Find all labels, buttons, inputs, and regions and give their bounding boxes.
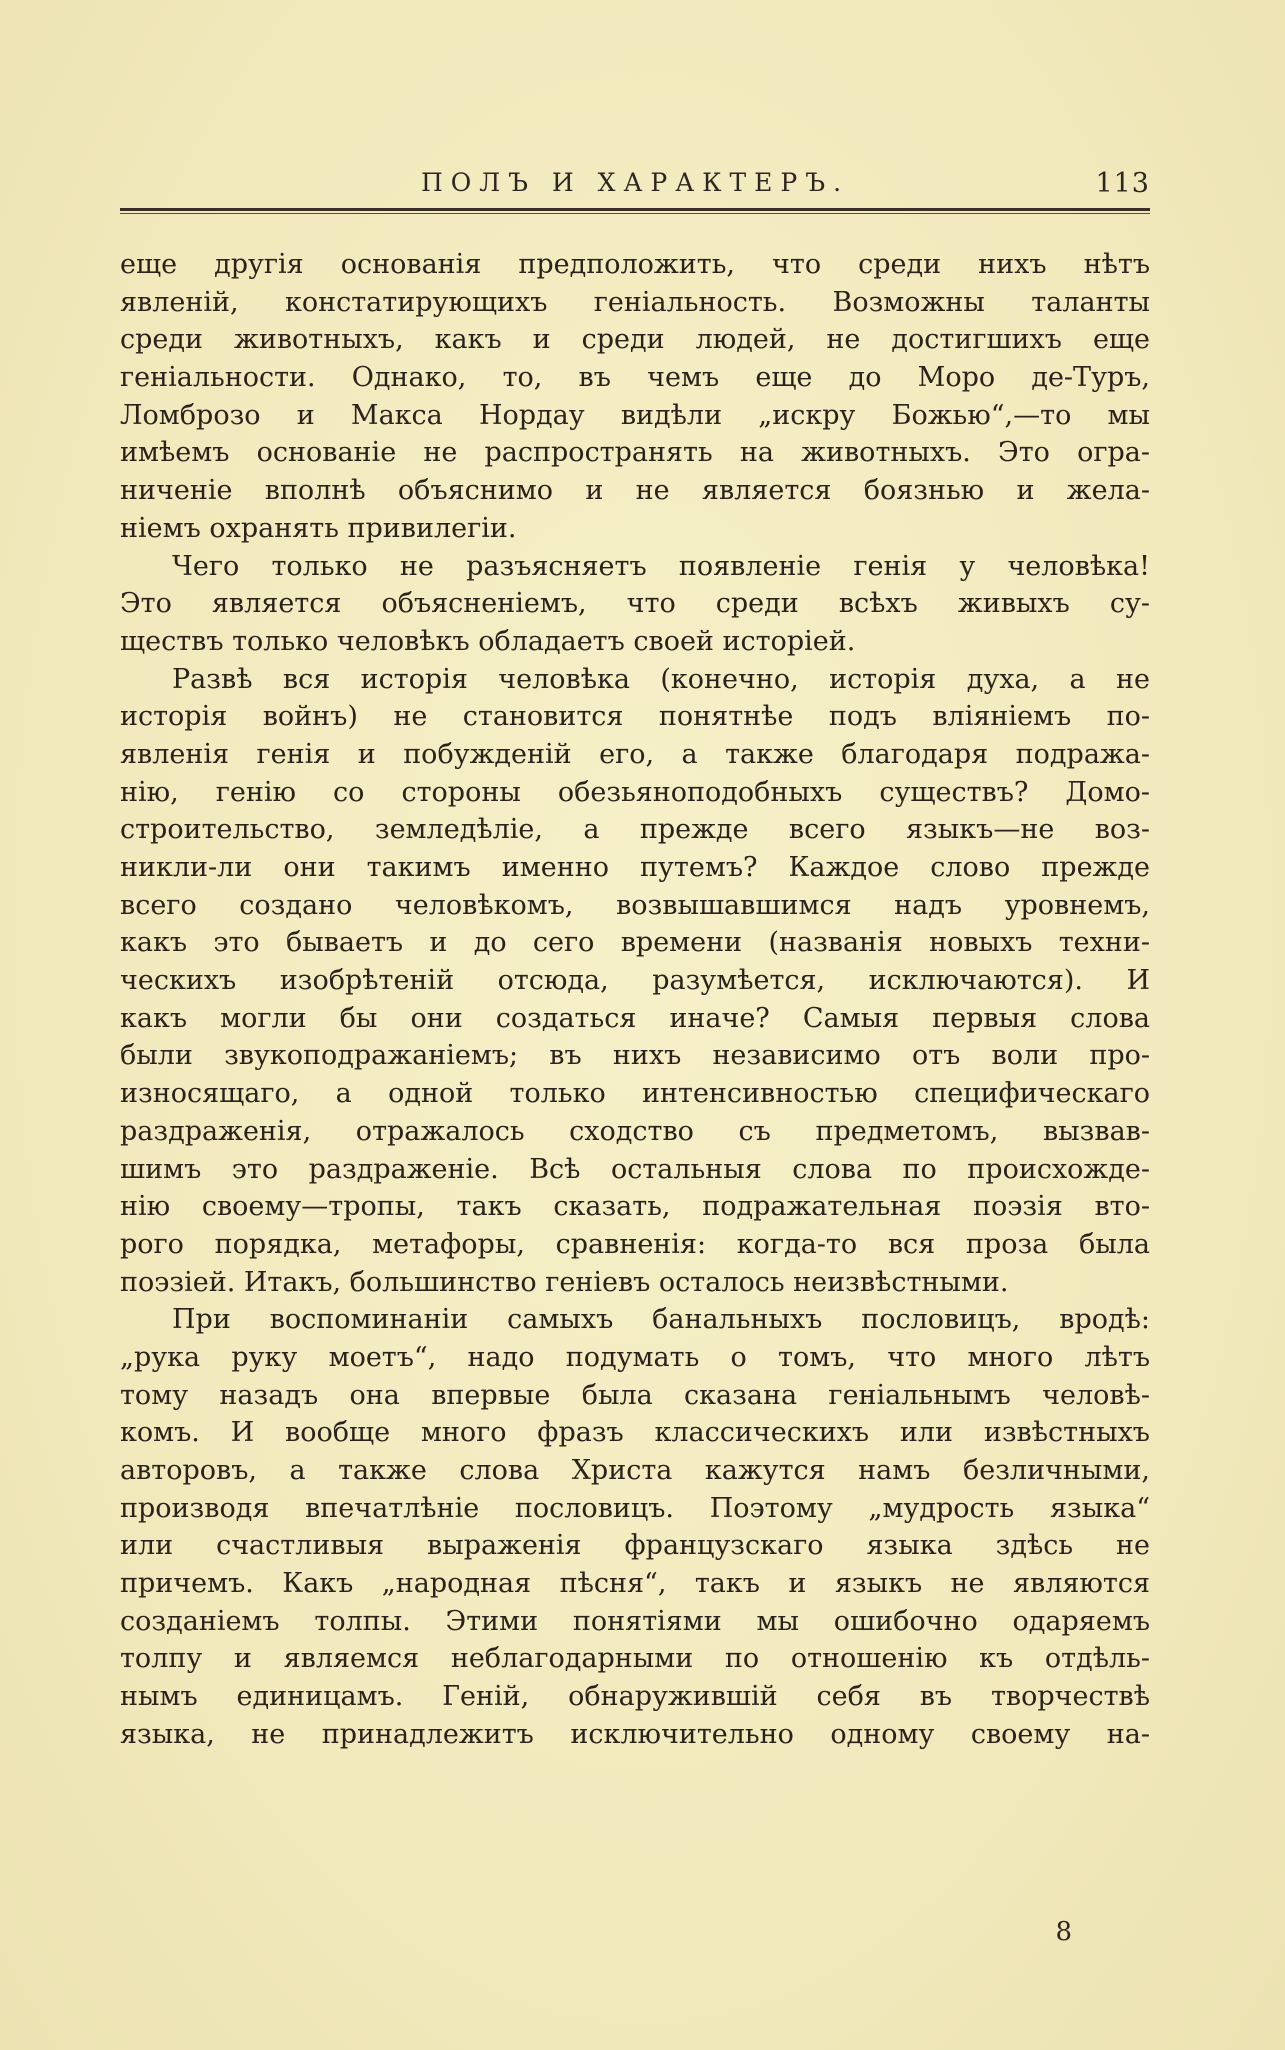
text-line: авторовъ, а также слова Христа кажутся намъ безличными, — [120, 1455, 1150, 1486]
page-number: 113 — [1095, 168, 1150, 199]
text-line: Развѣ вся исторія человѣка (конечно, исторія духа, а не — [172, 663, 1150, 695]
text-line: явленій, констатирующихъ геніальность. Возможны таланты — [120, 286, 1150, 318]
text-line: нымъ единицамъ. Геній, обнаружившій себя въ творчествѣ — [120, 1681, 1150, 1713]
text-line: ниченіе вполнѣ объяснимо и не является боязнью и жела- — [120, 475, 1150, 507]
text-line: еще другія основанія предположить, что среди нихъ нѣтъ — [120, 249, 1150, 280]
text-line: производя впечатлѣніе пословицъ. Поэтому „мудрость языка“ — [120, 1492, 1150, 1524]
text-line: строительство, земледѣліе, а прежде всего языкъ—не воз- — [120, 814, 1150, 846]
running-title: ПОЛЪ И ХАРАКТЕРЪ. — [420, 168, 850, 197]
text-line: Ломброзо и Макса Нордау видѣли „искру Божью“,—то мы — [120, 399, 1150, 431]
header-rule-thin — [120, 213, 1150, 214]
text-line: исторія войнъ) не становится понятнѣе подъ вліяніемъ по- — [120, 701, 1150, 733]
text-line: раздраженія, отражалось сходство съ предметомъ, вызвав- — [120, 1115, 1150, 1147]
text-line: толпу и являемся неблагодарными по отношенію къ отдѣль- — [120, 1643, 1150, 1675]
text-line: ніемъ охранять привилегіи. — [120, 512, 517, 544]
text-line: ществъ только человѣкъ обладаетъ своей исторіей. — [120, 625, 856, 657]
text-line: ческихъ изобрѣтеній отсюда, разумѣется, исключаются). И — [120, 965, 1150, 997]
text-line: рого порядка, метафоры, сравненія: когда-то вся проза была — [120, 1228, 1150, 1260]
text-line: никли-ли они такимъ именно путемъ? Каждое слово прежде — [120, 852, 1150, 883]
signature-mark: 8 — [1055, 1917, 1072, 1947]
header-rule — [120, 208, 1150, 211]
text-line: созданіемъ толпы. Этими понятіями мы ошибочно одаряемъ — [120, 1605, 1150, 1637]
text-line: причемъ. Какъ „народная пѣсня“, такъ и языкъ не являются — [120, 1568, 1150, 1600]
text-line: всего создано человѣкомъ, возвышавшимся надъ уровнемъ, — [120, 889, 1150, 921]
text-line: При воспоминаніи самыхъ банальныхъ пословицъ, вродѣ: — [172, 1304, 1150, 1336]
text-line: были звукоподражаніемъ; въ нихъ независимо отъ воли про- — [120, 1040, 1150, 1072]
text-line: тому назадъ она впервые была сказана геніальнымъ человѣ- — [120, 1379, 1150, 1411]
text-line: нію своему—тропы, такъ сказать, подражательная поэзія вто- — [120, 1191, 1150, 1223]
text-line: поэзіей. Итакъ, большинство геніевъ осталось неизвѣстными. — [120, 1266, 1009, 1298]
body-text — [120, 246, 1150, 1754]
text-line: износящаго, а одной только интенсивностью специфическаго — [120, 1078, 1150, 1110]
text-line: или счастливыя выраженія французскаго языка здѣсь не — [120, 1530, 1150, 1562]
text-line: какъ это бываетъ и до сего времени (названія новыхъ техни- — [120, 927, 1150, 959]
text-line: имѣемъ основаніе не распространять на животныхъ. Это огра- — [120, 437, 1150, 469]
text-line: какъ могли бы они создаться иначе? Самыя первыя слова — [120, 1002, 1150, 1034]
text-line: нію, генію со стороны обезьяноподобныхъ существъ? Домо- — [120, 776, 1150, 808]
text-line: геніальности. Однако, то, въ чемъ еще до Моро де-Туръ, — [120, 362, 1150, 394]
text-line: среди животныхъ, какъ и среди людей, не достигшихъ еще — [120, 324, 1150, 356]
text-line: шимъ это раздраженіе. Всѣ остальныя слова по происхожде- — [120, 1153, 1150, 1185]
text-line: „рука руку моетъ“, надо подумать о томъ, что много лѣтъ — [120, 1341, 1150, 1373]
text-line: языка, не принадлежитъ исключительно одному своему на- — [120, 1718, 1150, 1750]
text-line: комъ. И вообще много фразъ классическихъ или извѣстныхъ — [120, 1417, 1150, 1449]
running-head — [120, 168, 1150, 208]
text-line: Это является объясненіемъ, что среди всѣхъ живыхъ су- — [120, 588, 1150, 620]
text-line: явленія генія и побужденій его, а также благодаря подража- — [120, 738, 1150, 770]
text-line: Чего только не разъясняетъ появленіе генія у человѣка! — [172, 550, 1150, 582]
